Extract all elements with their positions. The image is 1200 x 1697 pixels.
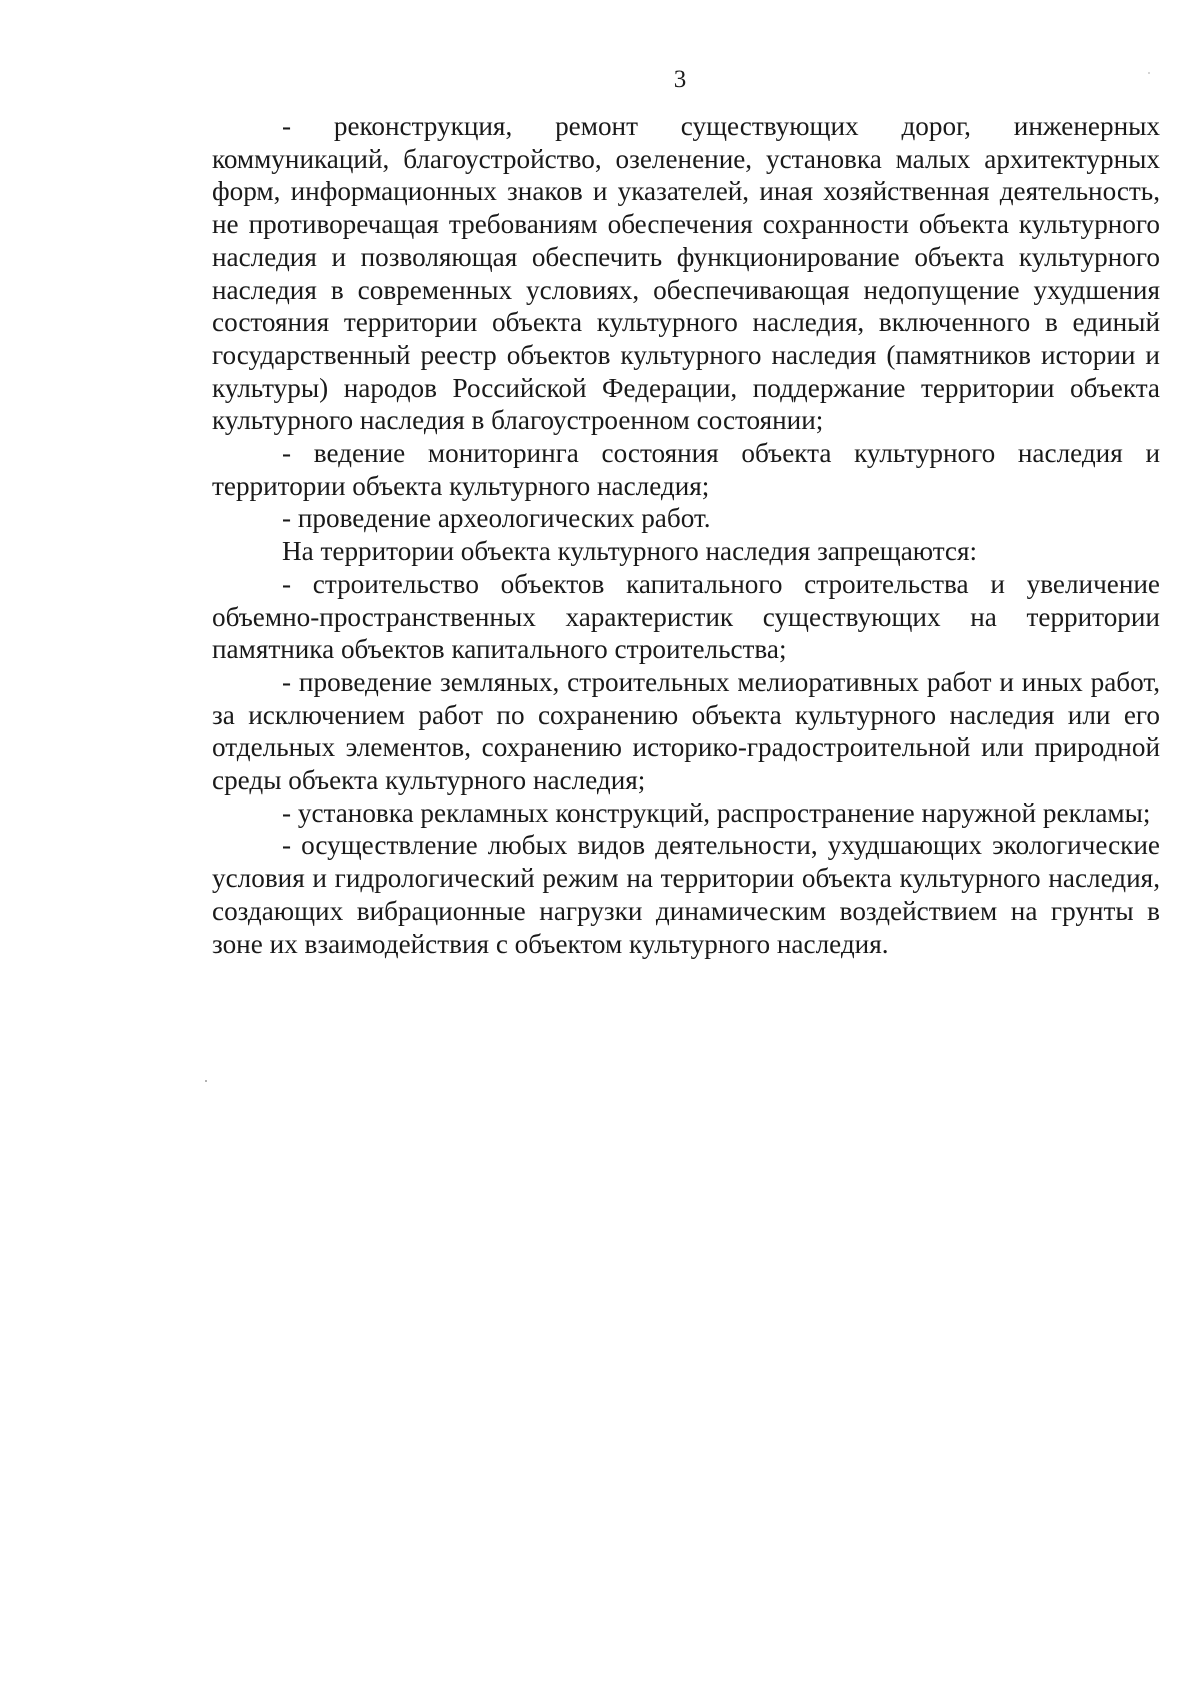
- paragraph-archaeology: - проведение археологических работ.: [282, 503, 711, 534]
- paragraph-construction: - строительство объектов капитального строительства и увеличение объемно-пространственных характеристик существующих на территории памятника объектов капитального строительства;: [212, 568, 1160, 665]
- paragraph-prohibitions-heading: На территории объекта культурного наследия запрещаются:: [282, 536, 978, 567]
- paragraph-reconstruction: - реконструкция, ремонт существующих дорог, инженерных коммуникаций, благоустройство, озеленение, установка малых архитектурных форм, информационных знаков и указателей, иная хозяйственная деятельность, не противоречащая требованиям обеспечения сохранности объекта культурного наследия и позволяющая обеспечить функционирование объекта культурного наследия в современных условиях, обеспечивающая недопущение ухудшения состояния территории объекта культурного наследия, включенного в единый государственный реестр объектов культурного наследия (памятников истории и культуры) народов Российской Федерации, поддержание территории объекта культурного наследия в благоустроенном состоянии;: [212, 111, 1160, 436]
- scan-speck: [1148, 72, 1150, 74]
- document-body: [212, 110, 1160, 960]
- paragraph-earthworks: - проведение земляных, строительных мелиоративных работ и иных работ, за исключением работ по сохранению объекта культурного наследия или его отдельных элементов, сохранению историко-градостроительной или природной среды объекта культурного наследия;: [212, 666, 1160, 796]
- paragraph-monitoring: - ведение мониторинга состояния объекта культурного наследия и территории объекта культурного наследия;: [212, 438, 1160, 501]
- paragraph-advertising: - установка рекламных конструкций, распространение наружной рекламы;: [282, 797, 1151, 828]
- scan-speck: [205, 1080, 207, 1082]
- paragraph-activities: - осуществление любых видов деятельности, ухудшающих экологические условия и гидрологический режим на территории объекта культурного наследия, создающих вибрационные нагрузки динамическим воздействием на грунты в зоне их взаимодействия с объектом культурного наследия.: [212, 830, 1160, 959]
- page-number: 3: [673, 66, 687, 93]
